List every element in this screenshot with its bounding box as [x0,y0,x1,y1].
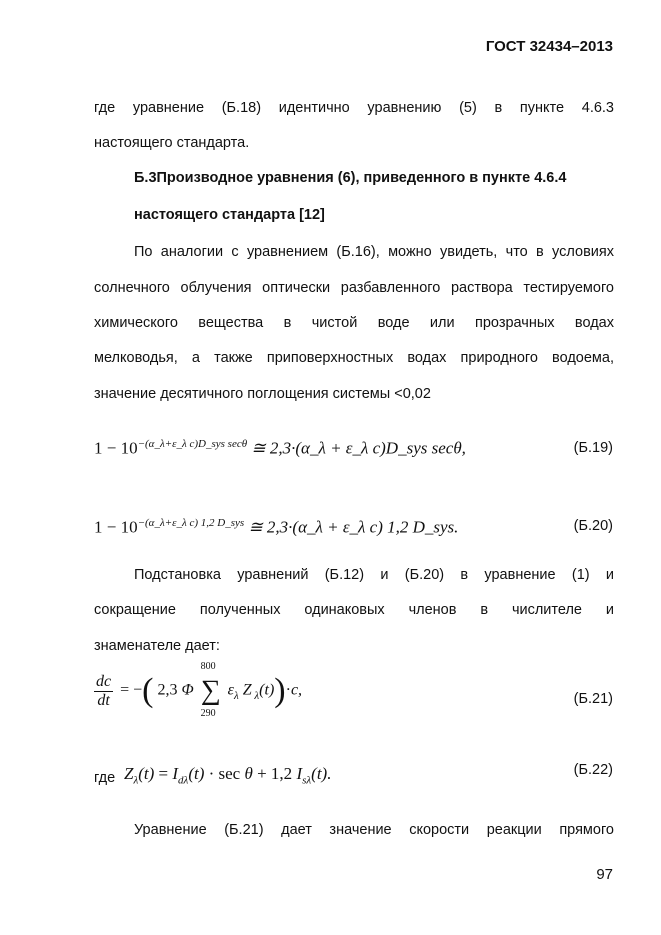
para1-line1: где уравнение (Б.18) идентично уравнению (5) в пункте 4.6.3 [94,100,614,116]
equation-b20: $1 - 10^{-(\alpha\_\lambda+\varepsilon\_\lambda c) 1,2 D\_sys}$ ≅ 2,3·(α_λ + ε_λ c) 1,2 D_sys. [94,517,459,537]
para2-line5: значение десятичного поглощения системы <0,02 [94,386,431,402]
para2-line1: По аналогии с уравнением (Б.16), можно увидеть, что в условиях [134,244,614,260]
para2-line3: химического вещества в чистой воде или прозрачных водах [94,315,614,331]
para4-line1: Уравнение (Б.21) дает значение скорости реакции прямого [134,822,614,838]
equation-number-b19: (Б.19) [573,440,613,456]
para3-line2: сокращение полученных одинаковых членов в числителе и [94,602,614,618]
para3-line3: знаменателе дает: [94,638,220,654]
equation-b21: $\frac{dc}{dt}$ = −( 2,3 Φ ∑ 800 290 $\varepsilon_\lambda$ Z $_\lambda$(t))·c, [96,661,303,719]
equation-b22-prefix: где [94,770,116,786]
para2-line2: солнечного облучения оптически разбавленного раствора тестируемого [94,280,614,296]
section-heading-line2: настоящего стандарта [12] [134,207,325,223]
document-header: ГОСТ 32434–2013 [485,38,613,55]
equation-number-b21: (Б.21) [573,691,613,707]
equation-b19: $1 - 10^{-(\alpha\_\lambda+\varepsilon\_\lambda c)D\_sys sec\theta}$ ≅ 2,3·(α_λ + ε_λ c)D_sys secθ, [94,438,466,458]
equation-number-b22: (Б.22) [573,762,613,778]
summation-symbol: ∑ 800 290 [200,661,221,719]
section-heading-line1: Б.3Производное уравнения (6), приведенного в пункте 4.6.4 [134,170,567,186]
para3-line1: Подстановка уравнений (Б.12) и (Б.20) в уравнение (1) и [134,567,614,583]
equation-number-b20: (Б.20) [573,518,613,534]
page-number: 97 [596,866,613,883]
equation-b22: $Z_\lambda(t) = I_{d\lambda}(t) \cdot \sec \theta + 1,2$ $I_{s\lambda}(t)$. [124,764,332,787]
para2-line4: мелководья, а также приповерхностных водах природного водоема, [94,350,614,366]
para1-line2: настоящего стандарта. [94,135,250,151]
